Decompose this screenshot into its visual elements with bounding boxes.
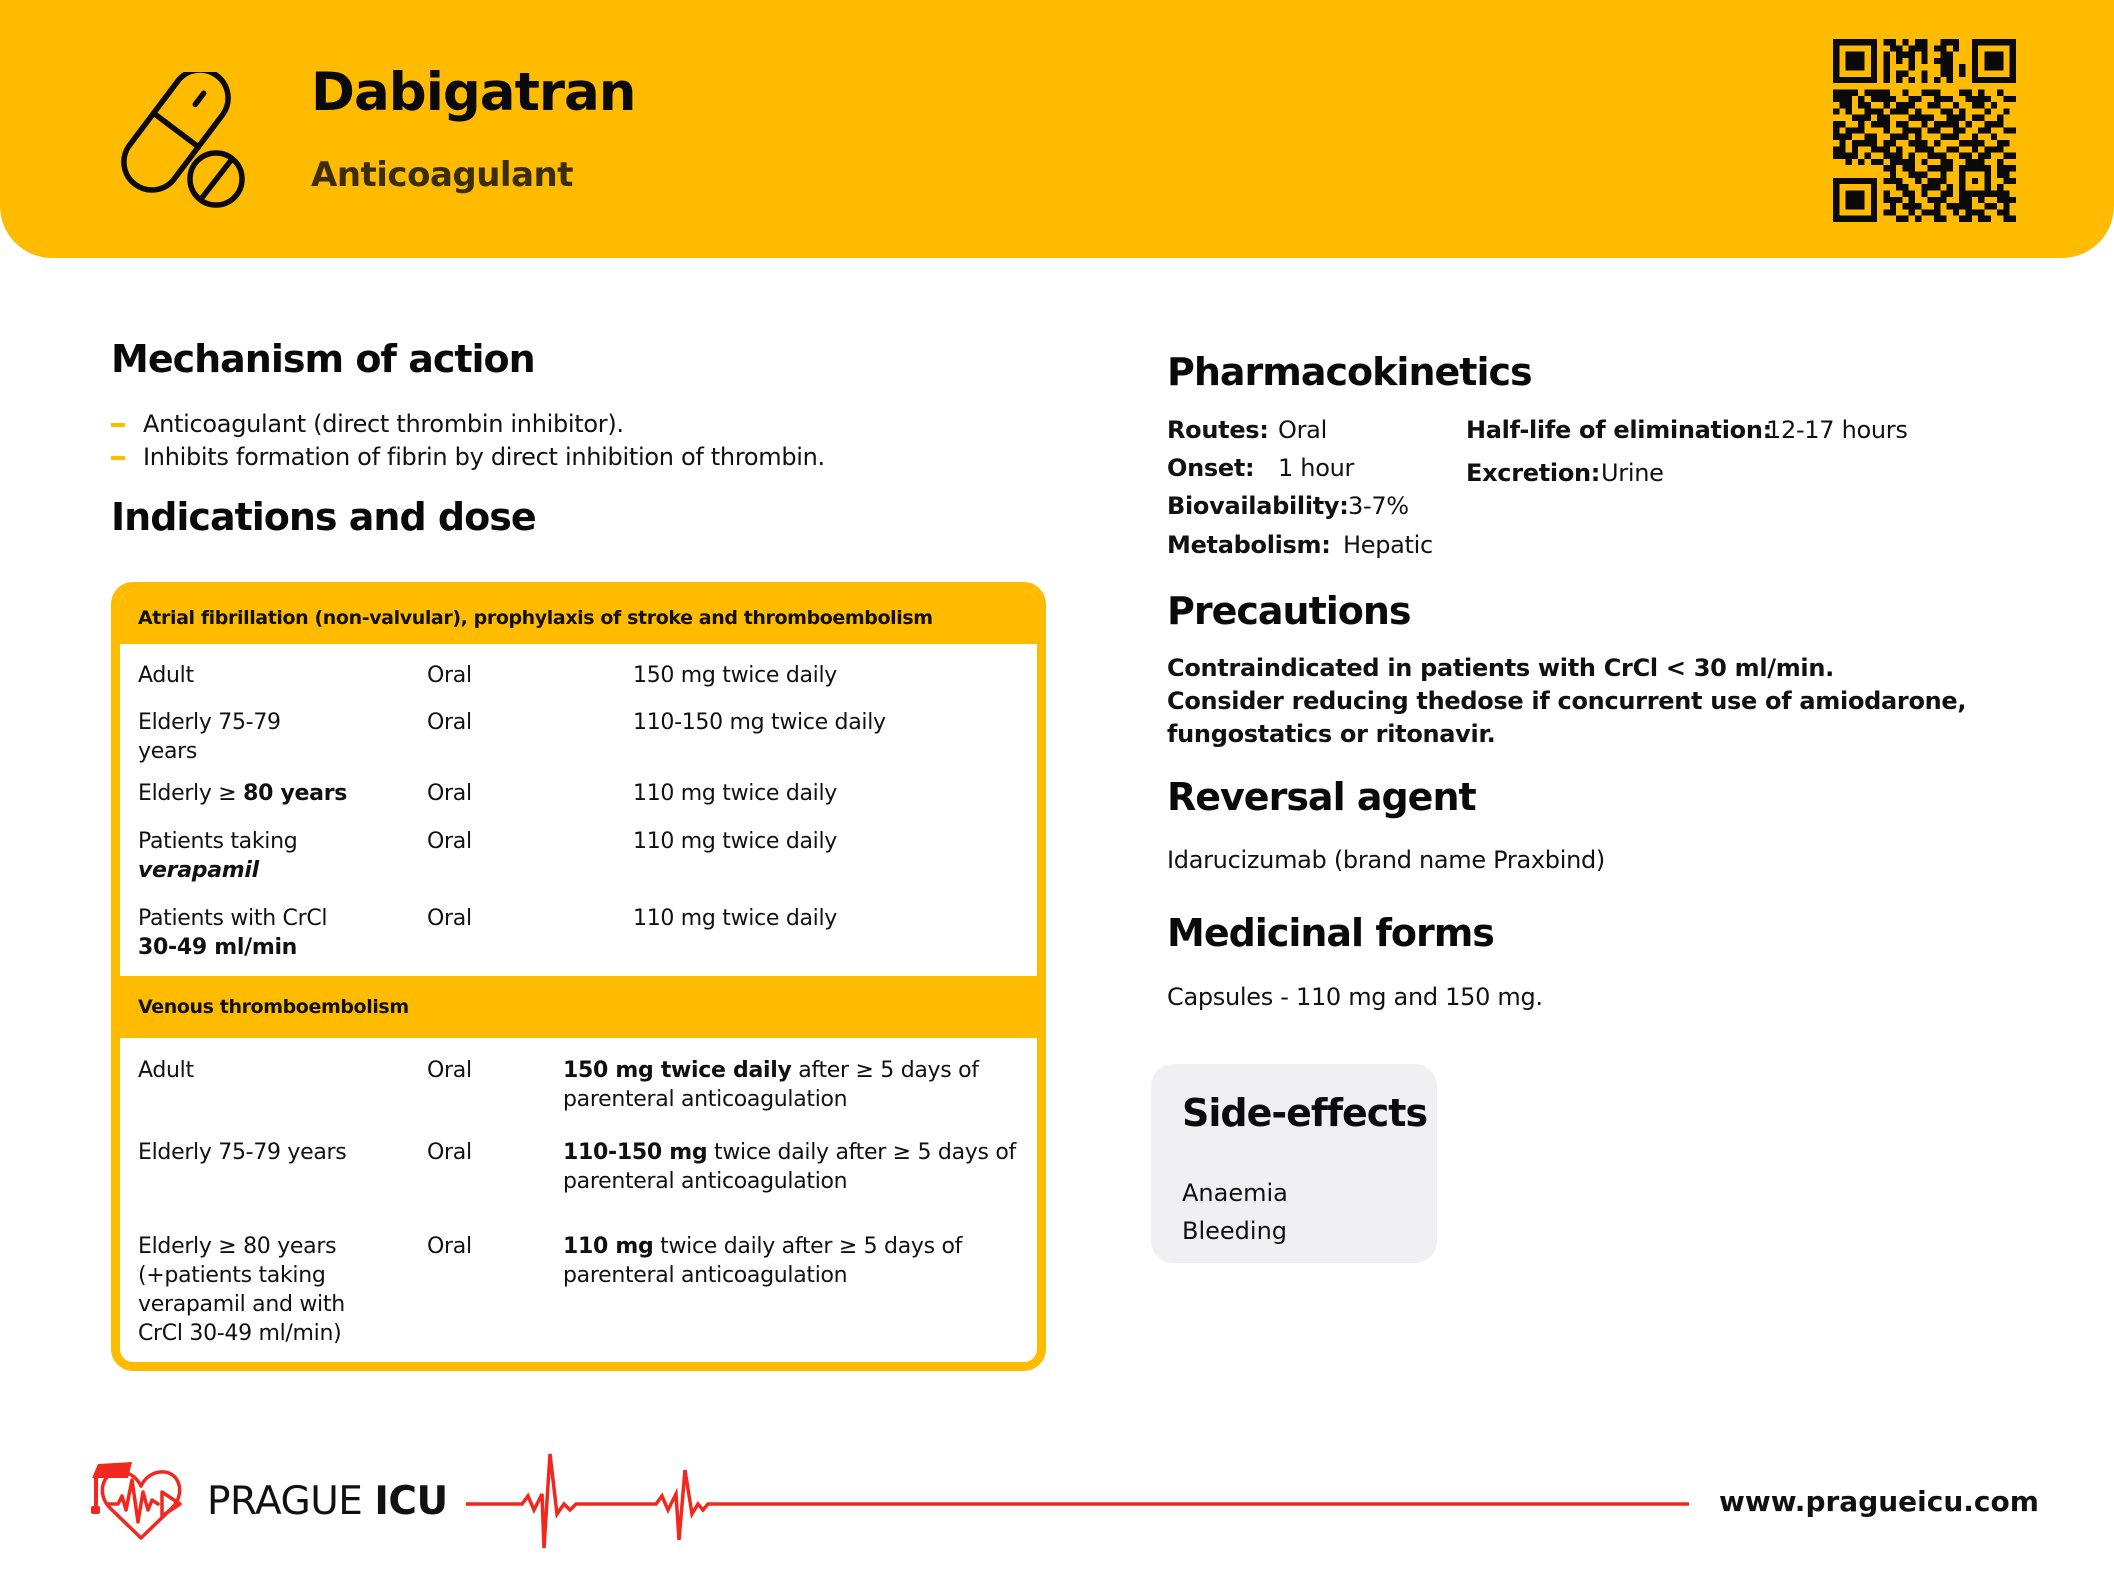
side-effects-list [1182, 1174, 1288, 1250]
qr-code-icon[interactable] [1833, 39, 2016, 222]
side-effect-item: Bleeding [1182, 1217, 1288, 1245]
dose-cell: 150 mg twice daily [633, 663, 838, 688]
reversal-heading: Reversal agent [1167, 775, 1476, 819]
dose-cell: 110-150 mg twice daily after ≥ 5 days of parenteral anticoagulation [563, 1140, 1016, 1194]
route-cell: Oral [427, 710, 472, 735]
dose-cell: 110 mg twice daily [633, 781, 838, 806]
pill-icon [118, 72, 268, 222]
pk-routes: Routes: Oral [1167, 416, 1327, 444]
population-cell: Elderly ≥ 80 years [138, 781, 348, 806]
population-cell: Patients with CrCl 30-49 ml/min [138, 906, 328, 960]
medicinal-forms-text: Capsules - 110 mg and 150 mg. [1167, 983, 1543, 1011]
drug-class: Anticoagulant [311, 155, 573, 195]
side-effects-card [1151, 1064, 1437, 1263]
pk-half-life: Half-life of elimination: 12-17 hours [1466, 416, 1908, 444]
side-effect-item: Anaemia [1182, 1179, 1288, 1207]
population-cell: Adult [138, 1058, 194, 1083]
dose-cell: 110 mg twice daily [633, 906, 838, 931]
population-cell: Patients taking verapamil [138, 829, 298, 883]
population-cell: Adult [138, 663, 194, 688]
dose-cell: 110 mg twice daily [633, 829, 838, 854]
dose-cell: 150 mg twice daily after ≥ 5 days of parenteral anticoagulation [563, 1058, 979, 1112]
route-cell: Oral [427, 1058, 472, 1083]
precautions-heading: Precautions [1167, 589, 1411, 633]
precautions-text: Contraindicated in patients with CrCl < 30 ml/min. Consider reducing thedose if concurrent use of amiodarone, fungostatics or ritonavir. [1167, 654, 1967, 748]
indications-heading: Indications and dose [111, 495, 536, 539]
ecg-line-icon [460, 1450, 1695, 1555]
mechanism-item: Anticoagulant (direct thrombin inhibitor). [111, 408, 825, 441]
dose-cell: 110 mg twice daily after ≥ 5 days of parenteral anticoagulation [563, 1234, 963, 1288]
route-cell: Oral [427, 1234, 472, 1259]
medicinal-forms-heading: Medicinal forms [1167, 911, 1494, 955]
reversal-text: Idarucizumab (brand name Praxbind) [1167, 846, 1605, 874]
mechanism-item: Inhibits formation of fibrin by direct inhibition of thrombin. [111, 441, 825, 474]
route-cell: Oral [427, 829, 472, 854]
route-cell: Oral [427, 781, 472, 806]
pharmacokinetics-heading: Pharmacokinetics [1167, 350, 1532, 394]
brand-name: PRAGUE ICU [207, 1479, 448, 1524]
dash-bullet-icon [111, 423, 125, 427]
mechanism-heading: Mechanism of action [111, 337, 535, 381]
route-cell: Oral [427, 906, 472, 931]
dose-cell: 110-150 mg twice daily [633, 710, 886, 735]
pk-excretion: Excretion: Urine [1466, 459, 1664, 487]
website-link[interactable]: www.pragueicu.com [1719, 1485, 2039, 1518]
header-banner [0, 0, 2114, 258]
dash-bullet-icon [111, 456, 125, 460]
group-header-venous-thromboembolism: Venous thromboembolism [120, 976, 1037, 1038]
side-effects-heading: Side-effects [1182, 1091, 1428, 1135]
heart-logo-icon [88, 1460, 194, 1544]
population-cell: Elderly 75-79 years [138, 710, 281, 764]
population-cell: Elderly 75-79 years [138, 1140, 347, 1165]
route-cell: Oral [427, 1140, 472, 1165]
pk-metabolism: Metabolism: Hepatic [1167, 531, 1433, 559]
dose-table [111, 582, 1046, 1371]
pk-bioavailability: Biovailability: 3-7% [1167, 492, 1409, 520]
route-cell: Oral [427, 663, 472, 688]
mechanism-list [111, 408, 825, 474]
group-header-atrial-fibrillation: Atrial fibrillation (non-valvular), prophylaxis of stroke and thromboembolism [120, 591, 1037, 644]
population-cell: Elderly ≥ 80 years (+patients taking verapamil and with CrCl 30-49 ml/min) [138, 1234, 345, 1346]
drug-title: Dabigatran [311, 62, 636, 123]
pk-onset: Onset: 1 hour [1167, 454, 1355, 482]
